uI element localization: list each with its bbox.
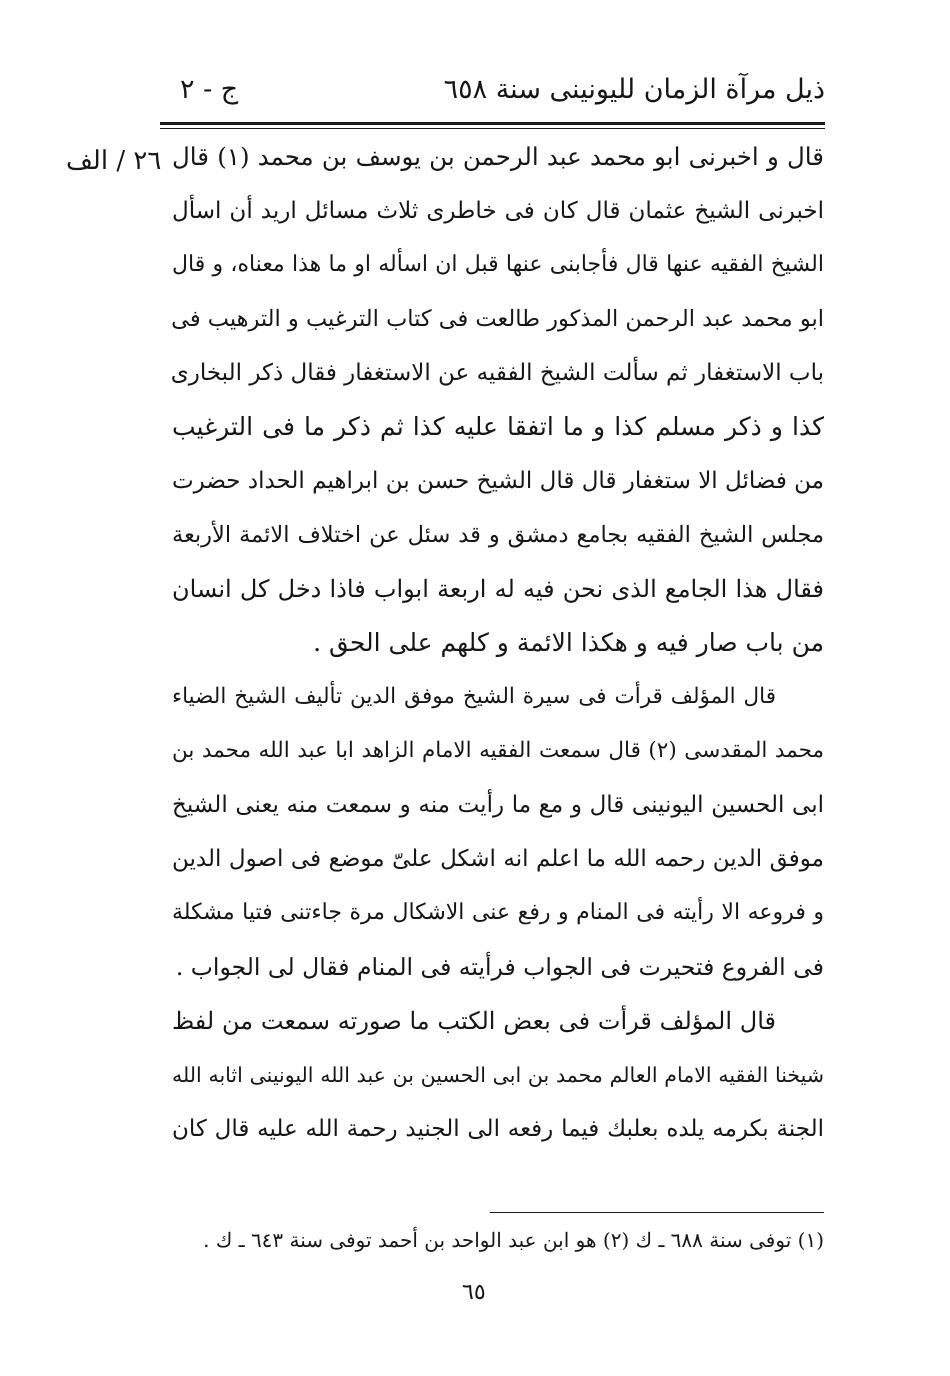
- header-rule-thin: [160, 128, 825, 129]
- text-line: ابو محمد عبد الرحمن المذكور طالعت فى كتاب الترغيب و الترهيب فى: [171, 306, 824, 332]
- page-number: ٦٥: [462, 1280, 486, 1305]
- text-line: ابى الحسين اليونينى قال و مع ما رأيت منه و سمعت منه يعنى الشيخ: [172, 792, 824, 818]
- text-line: الجنة بكرمه يلده بعلبك فيما رفعه الى الجنيد رحمة الله عليه قال كان: [172, 1116, 824, 1142]
- text-line: من باب صار فيه و هكذا الائمة و كلهم على الحق .: [313, 628, 824, 657]
- text-line: الشيخ الفقيه عنها قال فأجابنى عنها قبل ان اسأله او ما هذا معناه، و قال: [172, 252, 824, 277]
- text-line: محمد المقدسى (٢) قال سمعت الفقيه الامام الزاهد ابا عبد الله محمد بن: [172, 738, 824, 763]
- body-text: [172, 130, 824, 1156]
- text-line: فى الفروع فتحيرت فى الجواب فرأيته فى المنام فقال لى الجواب .: [175, 953, 824, 981]
- footnote: (١) توفى سنة ٦٨٨ ـ ك (٢) هو ابن عبد الواحد بن أحمد توفى سنة ٦٤٣ ـ ك .: [203, 1228, 824, 1252]
- text-line: باب الاستغفار ثم سألت الشيخ الفقيه عن الاستغفار فقال ذكر البخارى: [170, 360, 824, 386]
- text-line: مجلس الشيخ الفقيه بجامع دمشق و قد سئل عن اختلاف الائمة الأربعة: [172, 522, 824, 548]
- text-line: فقال هذا الجامع الذى نحن فيه له اربعة ابواب فاذا دخل كل انسان: [172, 575, 824, 603]
- text-line: و فروعه الا رأيته فى المنام و رفع عنى الاشكال مرة جاءتنى فتيا مشكلة: [172, 900, 824, 925]
- text-line: من فضائل الا ستغفار قال قال الشيخ حسن بن ابراهيم الحداد حضرت: [172, 468, 824, 494]
- text-line: قال المؤلف قرأت فى سيرة الشيخ موفق الدين تأليف الشيخ الضياء: [172, 684, 776, 709]
- text-line: اخبرنى الشيخ عثمان قال كان فى خاطرى ثلاث مسائل اريد أن اسأل: [172, 198, 824, 224]
- text-line: قال المؤلف قرأت فى بعض الكتب ما صورته سمعت من لفظ: [172, 1007, 776, 1035]
- margin-folio-marker: ٢٦ / الف: [66, 146, 162, 176]
- header-title: ذيل مرآة الزمان لليونينى سنة ٦٥٨: [443, 74, 825, 105]
- text-line: قال و اخبرنى ابو محمد عبد الرحمن بن يوسف بن محمد (١) قال: [172, 142, 824, 171]
- text-line: كذا و ذكر مسلم كذا و ما اتفقا عليه كذا ثم ذكر ما فى الترغيب: [172, 412, 824, 441]
- header-volume: ج - ٢: [180, 74, 239, 105]
- footnote-rule: [490, 1212, 824, 1213]
- text-line: شيخنا الفقيه الامام العالم محمد بن ابى الحسين بن عبد الله اليونينى اثابه الله: [172, 1063, 824, 1087]
- text-line: موفق الدين رحمه الله ما اعلم انه اشكل علىّ موضع فى اصول الدين: [172, 846, 824, 872]
- running-header: [160, 66, 825, 118]
- header-rule-thick: [160, 122, 825, 125]
